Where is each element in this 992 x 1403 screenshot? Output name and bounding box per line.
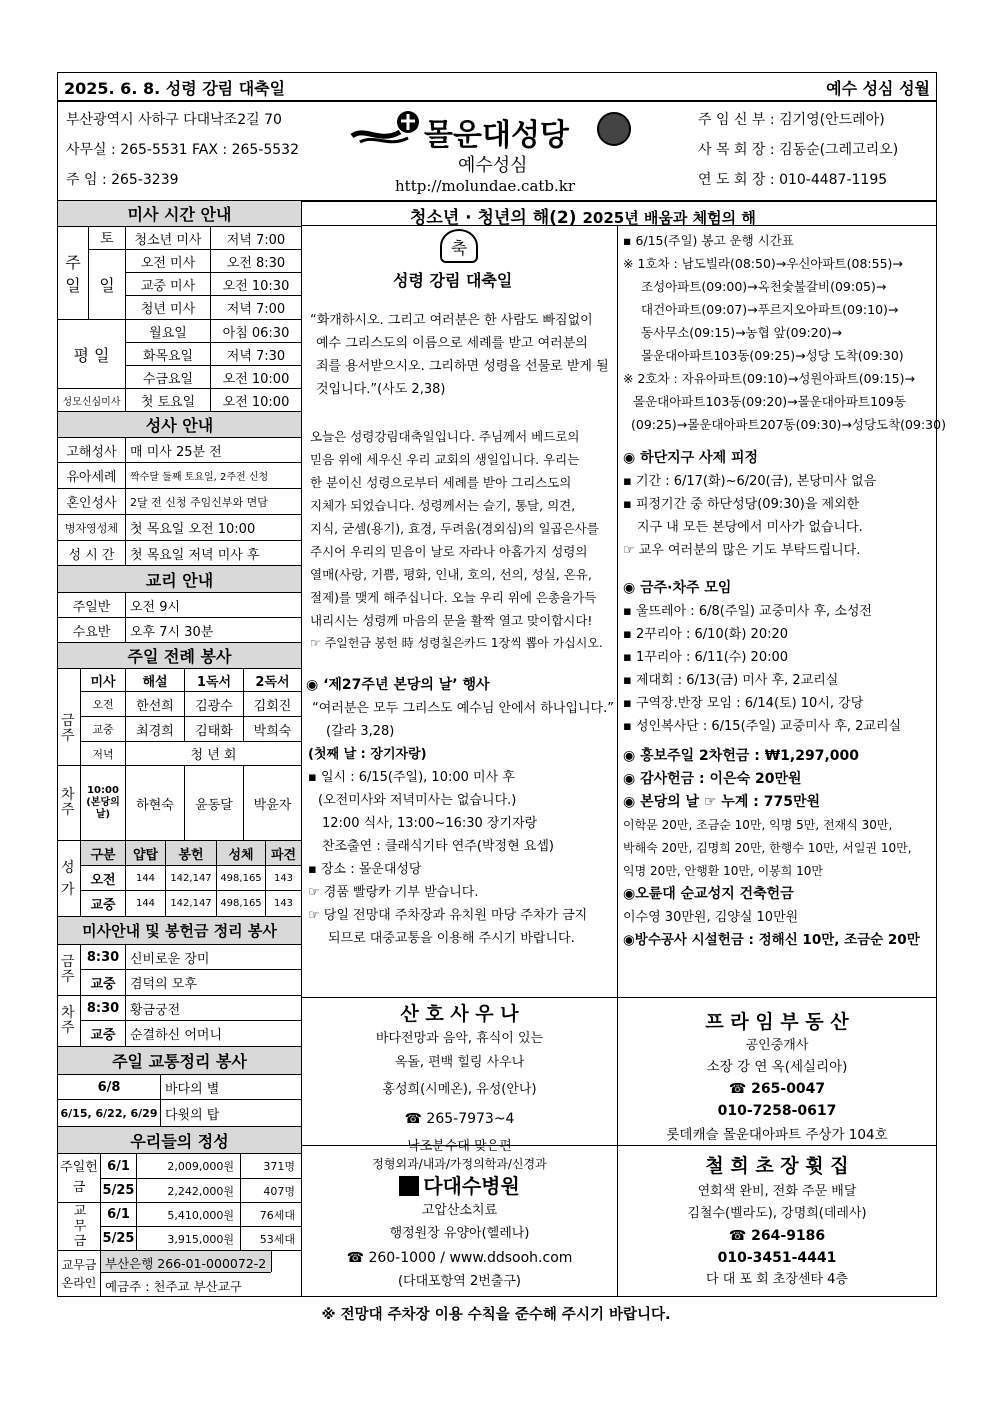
quote-line: 것입니다.”(사도 2,38) <box>316 382 446 397</box>
visit-line: 지구 내 모든 본당에서 미사가 없습니다. <box>637 520 863 535</box>
weekday-row: 월요일 <box>149 325 187 341</box>
contrib-count: 53세대 <box>259 1232 295 1246</box>
contrib-date: 5/25 <box>102 1183 135 1198</box>
sacrament-name: 병자영성체 <box>64 521 119 535</box>
mass-row: 오전 미사 <box>140 255 196 271</box>
parish-day-names: 이학문 20만, 조금순 10만, 익명 5만, 전재식 30만, <box>623 818 893 832</box>
council-head: 사 목 회 장 : 김동순(그레고리오) <box>698 142 899 158</box>
catechism-title: 교리 안내 <box>58 566 301 592</box>
bus-title: ▪ 6/15(주일) 봉고 운행 시간표 <box>623 233 794 248</box>
liturgy-header: 미사 <box>90 674 116 690</box>
sauna-line: 바다전망과 음악, 휴식이 있는 <box>375 1031 544 1046</box>
blind-name: 철 희 초 장 휫 집 <box>705 1155 849 1177</box>
sacrament-info: 첫 목요일 오전 10:00 <box>130 522 256 537</box>
choir-number: 142,147 <box>170 872 212 884</box>
address: 부산광역시 사하구 다대낙조2길 70 <box>66 112 282 128</box>
next-mass-time: 10:00 (본당의 날) <box>86 785 120 820</box>
sacrament-name: 혼인성사 <box>66 496 117 511</box>
body-line: 오늘은 성령강림대축일입니다. 주님께서 베드로의 <box>310 429 580 444</box>
weekday-row: 화목요일 <box>142 348 194 364</box>
liturgy-mass: 오전 <box>92 698 114 711</box>
quote-line: “화개하시오. 그리고 여러분은 한 사람도 빠짐없이 <box>310 313 593 328</box>
bus-line: 대건아파트(09:07)→푸르지오아파트(09:10)→ <box>641 302 899 317</box>
service-time: 교중 <box>90 977 116 992</box>
event-ref: (갈라 3,28) <box>326 724 395 739</box>
patron: 예수성심 <box>458 155 528 176</box>
church-url[interactable]: http://molundae.catb.kr <box>395 177 576 195</box>
body-line: 한 분이신 성령으로부터 세례를 받아 그리스도의 <box>310 475 572 490</box>
mass-row: 청소년 미사 <box>134 232 202 248</box>
choir-header: 성체 <box>228 847 254 863</box>
bus-line: 조성아파트(09:00)→옥천숯불갈비(09:05)→ <box>641 279 887 294</box>
body-line: 열매(사랑, 기쁨, 평화, 인내, 호의, 선의, 성실, 온유, <box>310 567 592 582</box>
hospital-name <box>302 1173 617 1199</box>
weekday-time: 저녁 7:30 <box>226 348 286 364</box>
meeting-title: ◉ 금주·차주 모임 <box>623 580 732 596</box>
traffic-date: 6/15, 6/22, 6/29 <box>60 1106 158 1120</box>
pastor: 주 임 신 부 : 김기영(안드레아) <box>698 112 885 128</box>
mass-time: 오전 10:30 <box>222 278 290 294</box>
event-section <box>306 674 616 950</box>
event-title: ◉ ‘제27주년 본당의 날’ 행사 <box>306 677 490 693</box>
feast-title: 성령 강림 대축일 <box>393 271 513 290</box>
choir-header: 파견 <box>270 847 297 863</box>
service-time: 교중 <box>90 1028 116 1043</box>
hospital-logo-icon <box>399 1176 419 1196</box>
event-quote: “여러분은 모두 그리스도 예수님 안에서 하나입니다.” <box>312 701 614 716</box>
liturgy-mass: 저녁 <box>92 747 114 761</box>
rectory-phone: 주 임 : 265-3239 <box>66 172 179 188</box>
first-sat: 첫 토요일 <box>140 394 196 410</box>
body-line: 믿음 위에 세우신 우리 교회의 생일입니다. 우리는 <box>310 452 580 467</box>
geumju-label: 금주 <box>61 954 75 985</box>
chaju-label: 차주 <box>61 1005 75 1036</box>
contrib-amount: 3,915,000원 <box>167 1232 234 1246</box>
traffic-group: 바다의 별 <box>165 1081 220 1097</box>
choir-number: 144 <box>135 898 156 909</box>
parish-day-names: 익명 20만, 안행환 10만, 이봉희 10만 <box>623 864 824 878</box>
contrib-date: 6/1 <box>107 1158 130 1174</box>
sacrament-info: 짝수달 둘째 토요일, 2주전 신청 <box>130 472 269 483</box>
bus-line: 동사무소(09:15)→농협 앞(09:20)→ <box>641 325 842 340</box>
hospital-line[interactable]: ☎ 260-1000 / www.ddsooh.com <box>346 1250 573 1266</box>
weekday-label: 평 일 <box>73 345 110 365</box>
contrib-amount: 2,242,000원 <box>167 1184 234 1198</box>
catechism-class: 주일반 <box>72 599 111 615</box>
church-building-icon <box>597 112 631 146</box>
catechism-class: 수요반 <box>72 624 111 640</box>
parish-day-offering: ◉ 본당의 날 ☞ 누계 : 775만원 <box>623 794 821 810</box>
body-line: 지식, 굳셈(용기), 효경, 두려움(경외심)의 일곱은사를 <box>310 521 599 536</box>
offering-service-title: 미사안내 및 봉헌금 정리 봉사 <box>58 917 301 944</box>
visit-title: ◉ 하단지구 사제 피정 <box>623 450 759 466</box>
contrib-date: 6/1 <box>107 1207 130 1222</box>
shrine-offering: ◉오륜대 순교성지 건축헌금 <box>623 886 794 902</box>
choir-label: 성가 <box>61 859 75 898</box>
liturgy-header: 해설 <box>142 674 168 690</box>
bus-line: 몰운대아파트103동(09:20)→몰운대아파트109동 <box>633 394 907 409</box>
feast-quote <box>310 309 615 401</box>
choir-number: 144 <box>135 872 156 884</box>
realty-line: 공인중개사 <box>745 1038 809 1053</box>
sacrament-name: 성 시 간 <box>68 547 115 563</box>
ad-hospital <box>302 1155 617 1293</box>
event-line: ▪ 장소 : 몰운대성당 <box>308 862 422 877</box>
service-group: 겸덕의 모후 <box>130 977 197 992</box>
contrib-amount: 2,009,000원 <box>167 1160 234 1173</box>
footer-notice: ※ 전망대 주차장 이용 수칙을 준수해 주시기 바랍니다. <box>321 1307 671 1323</box>
feast-body <box>310 425 615 655</box>
liturgy-person: 박윤자 <box>253 797 292 813</box>
sat-label: 토 <box>100 231 114 247</box>
date-title: 2025. 6. 8. 성령 강림 대축일 <box>64 79 286 98</box>
meeting-line: ▪ 제대회 : 6/13(금) 미사 후, 2교리실 <box>623 673 839 688</box>
choir-row-label: 오전 <box>90 872 116 888</box>
traffic-date: 6/8 <box>97 1079 121 1095</box>
liturgy-title: 주일 전례 봉사 <box>58 643 301 668</box>
right-notices <box>623 229 946 952</box>
shrine-names: 이수영 30만원, 김양실 10만원 <box>623 910 799 925</box>
account-holder: 예금주 : 천주교 부산교구 <box>105 1279 242 1294</box>
month-title: 예수 성심 성월 <box>826 79 930 98</box>
office-phone: 사무실 : 265-5531 FAX : 265-5532 <box>66 142 299 158</box>
service-time: 8:30 <box>86 949 120 965</box>
meeting-line: ▪ 구역장.반장 모임 : 6/14(토) 10시, 강당 <box>623 696 864 711</box>
ad-realty <box>618 1008 936 1148</box>
body-line: 지체가 되었습니다. 성령께서는 슬기, 통달, 의견, <box>310 498 576 513</box>
choir-number: 143 <box>273 898 294 909</box>
dues-label: 교무금 <box>73 1204 87 1249</box>
contrib-count: 371명 <box>263 1160 295 1173</box>
realty-line: ☎ 265-0047 <box>728 1081 826 1097</box>
realty-line: 010-7258-0617 <box>717 1103 837 1119</box>
event-day: (첫째 날 : 장기자랑) <box>308 747 427 762</box>
geumju-label: 금주 <box>61 712 75 744</box>
service-group: 순결하신 어머니 <box>130 1028 223 1043</box>
liturgy-header: 2독서 <box>255 674 290 690</box>
liturgy-person: 김회진 <box>253 698 292 714</box>
sauna-line: 낙조분수대 맞은편 <box>407 1139 512 1154</box>
event-line: 찬조출연 : 클래식기타 연주(박정현 요셉) <box>322 839 554 854</box>
hospital-line: 고압산소치료 <box>421 1203 498 1218</box>
service-time: 8:30 <box>86 1000 120 1016</box>
service-group: 황금궁전 <box>130 1002 181 1018</box>
visit-line: ☞ 교우 여러분의 많은 기도 부탁드립니다. <box>623 543 861 558</box>
church-name: 몰운대성당 <box>424 118 569 153</box>
meeting-line: ▪ 2꾸리아 : 6/10(화) 20:20 <box>623 627 789 642</box>
contributions-title: 우리들의 정성 <box>58 1127 301 1153</box>
feast-badge: 축 <box>440 229 478 263</box>
blind-line: ☎ 264-9186 <box>728 1228 826 1244</box>
liturgy-person: 최경희 <box>136 723 174 739</box>
mass-row: 교중 미사 <box>140 278 196 294</box>
visit-line: ▪ 피정기간 중 하단성당(09:30)을 제외한 <box>623 497 860 512</box>
choir-header: 봉헌 <box>178 847 204 863</box>
event-line: 되므로 대중교통을 이용해 주시기 바랍니다. <box>328 931 575 946</box>
mass-row: 청년 미사 <box>140 301 196 317</box>
body-line: 주시어 우리의 믿음이 날로 자라나 아홉가지 성령의 <box>310 544 588 559</box>
event-line: ☞ 경품 빨랑카 기부 받습니다. <box>308 885 479 900</box>
sauna-name: 산 호 사 우 나 <box>400 1003 519 1025</box>
liturgy-mass: 교중 <box>92 723 114 736</box>
hospital-line: 행정원장 유양아(헬레나) <box>389 1226 530 1241</box>
catechism-time: 오전 9시 <box>130 599 181 615</box>
sacrament-info: 2달 전 신청 주임신부와 면담 <box>130 495 268 509</box>
year-theme-sub: 2025년 배움과 체험의 해 <box>582 209 756 227</box>
hospital-line: (다대포항역 2번출구) <box>397 1274 521 1289</box>
liturgy-person: 한선희 <box>136 698 174 714</box>
meeting-line: ▪ 울뜨레아 : 6/8(주일) 교중미사 후, 소성전 <box>623 604 872 619</box>
meeting-line: ▪ 성인복사단 : 6/15(주일) 교중미사 후, 2교리실 <box>623 719 902 734</box>
bus-line: ※ 2호차 : 자유아파트(09:10)→성원아파트(09:15)→ <box>623 371 915 386</box>
choir-number: 142,147 <box>170 898 212 909</box>
quote-line: 예수 그리스도의 이름으로 세례를 받고 여러분의 <box>316 336 588 351</box>
bus-line: ※ 1호차 : 남도빌라(08:50)→우신아파트(08:55)→ <box>623 256 903 271</box>
liturgy-person: 하현숙 <box>136 797 174 813</box>
weekday-row: 수금요일 <box>142 371 194 387</box>
meeting-line: ▪ 1꾸리아 : 6/11(수) 20:00 <box>623 650 789 665</box>
sunday-offering-label: 주일헌금 <box>60 1160 98 1195</box>
sacrament-info: 첫 목요일 저녁 미사 후 <box>130 547 260 563</box>
ad-blind <box>618 1151 936 1291</box>
hospital-name-text: 다대수병원 <box>423 1174 520 1198</box>
holy-mother-mass: 성모신심미사 <box>62 396 121 408</box>
liturgy-header: 1독서 <box>196 674 232 690</box>
evening-group: 청 년 회 <box>190 748 237 763</box>
liturgy-person: 윤동달 <box>195 797 233 813</box>
ad-sauna <box>302 1000 617 1160</box>
choir-row-label: 교중 <box>90 898 116 913</box>
choir-number: 498,165 <box>220 872 262 884</box>
sun-label: 일 <box>99 275 115 295</box>
year-theme-main: 청소년 · 청년의 해(2) <box>410 208 577 228</box>
sunday-label: 주 일 <box>65 253 81 295</box>
sacrament-name: 유아세례 <box>66 470 117 485</box>
bank-account: 부산은행 266-01-000072-2 <box>105 1256 267 1271</box>
mass-time: 오전 8:30 <box>226 255 286 271</box>
contrib-count: 76세대 <box>259 1208 295 1222</box>
liturgy-person: 박희숙 <box>253 723 292 739</box>
sauna-line: 옥돌, 편백 힐링 사우나 <box>394 1055 525 1070</box>
event-line: ▪ 일시 : 6/15(주일), 10:00 미사 후 <box>308 770 515 785</box>
weekday-time: 오전 10:00 <box>222 371 290 387</box>
catechism-time: 오후 7시 30분 <box>130 624 214 640</box>
sacrament-title: 성사 안내 <box>58 412 301 437</box>
sacrament-info: 매 미사 25분 전 <box>130 444 222 460</box>
choir-header: 얍탑 <box>132 847 159 863</box>
online-label: 교무금 온라인 <box>61 1258 97 1290</box>
traffic-title: 주일 교통정리 봉사 <box>58 1047 301 1074</box>
church-logo <box>350 108 425 148</box>
choir-number: 143 <box>273 872 294 884</box>
choir-header: 구분 <box>90 847 116 863</box>
blind-line: 연회색 완비, 전화 주문 배달 <box>697 1184 857 1199</box>
event-line: (오전미사와 저녁미사는 없습니다.) <box>318 793 517 808</box>
mass-title: 미사 시간 안내 <box>58 201 301 226</box>
body-line: 절제)를 맺게 해주십니다. 오늘 우리 위에 은총을가득 <box>310 590 597 605</box>
visit-line: ▪ 기간 : 6/17(화)~6/20(금), 본당미사 없음 <box>623 474 877 489</box>
bus-line: (09:25)→몰운대아파트207동(09:30)→성당도착(09:30) <box>631 417 946 432</box>
event-line: ☞ 당일 전망대 주차장과 유치원 마당 주차가 금지 <box>308 908 588 923</box>
weekday-time: 아침 06:30 <box>222 325 290 341</box>
event-line: 12:00 식사, 13:00~16:30 장기자랑 <box>322 816 538 831</box>
body-line: 내리시는 성령께 마음의 문을 활짝 열고 맞이합시다! <box>310 613 593 628</box>
mass-time: 저녁 7:00 <box>226 301 286 317</box>
sodality-head: 연 도 회 장 : 010-4487-1195 <box>698 172 888 188</box>
realty-line: 롯데캐슬 몰운대아파트 주상가 104호 <box>666 1127 888 1143</box>
blind-line: 다 대 포 회 초장센타 4층 <box>706 1272 848 1287</box>
soundproof-offering: ◉방수공사 시설헌금 : 정해신 10만, 조금순 20만 <box>623 932 920 948</box>
service-group: 신비로운 장미 <box>130 951 210 967</box>
realty-line: 소장 강 연 옥(세실리아) <box>706 1059 848 1075</box>
contrib-amount: 5,410,000원 <box>167 1208 234 1222</box>
mass-time: 저녁 7:00 <box>226 232 286 248</box>
contrib-count: 407명 <box>263 1184 295 1198</box>
traffic-group: 다윗의 탑 <box>165 1107 220 1123</box>
thanks-offering: ◉ 감사헌금 : 이은숙 20만원 <box>623 771 802 787</box>
parish-day-names: 박해숙 20만, 김명희 20만, 한행수 10만, 서일권 10만, <box>623 841 912 855</box>
blind-line: 010-3451-4441 <box>717 1250 837 1266</box>
bus-line: 몰운대아파트103동(09:25)→성당 도착(09:30) <box>641 348 904 363</box>
first-sat-time: 오전 10:00 <box>222 394 290 410</box>
liturgy-person: 김광수 <box>195 698 233 714</box>
contrib-date: 5/25 <box>102 1231 135 1246</box>
liturgy-person: 김태화 <box>195 723 233 739</box>
sauna-line: ☎ 265-7973~4 <box>404 1111 515 1127</box>
promo-offering: ◉ 홍보주일 2차헌금 : ₩1,297,000 <box>623 748 859 764</box>
sacrament-name: 고해성사 <box>66 444 117 460</box>
card-note: ☞ 주일헌금 봉헌 時 성령칠은카드 1장씩 뽑아 가십시오. <box>310 636 603 650</box>
choir-number: 498,165 <box>220 898 262 909</box>
quote-line: 죄를 용서받으시오. 그리하면 성령을 선물로 받게 될 <box>316 359 609 374</box>
sauna-line: 홍성희(시메온), 유성(안나) <box>382 1082 537 1097</box>
chaju-label: 차주 <box>61 787 75 818</box>
realty-name: 프 라 임 부 동 산 <box>705 1011 849 1033</box>
blind-line: 김철수(벨라도), 강명희(데레사) <box>687 1206 867 1221</box>
hospital-depts: 정형외과/내과/가정의학과/신경과 <box>372 1157 547 1171</box>
